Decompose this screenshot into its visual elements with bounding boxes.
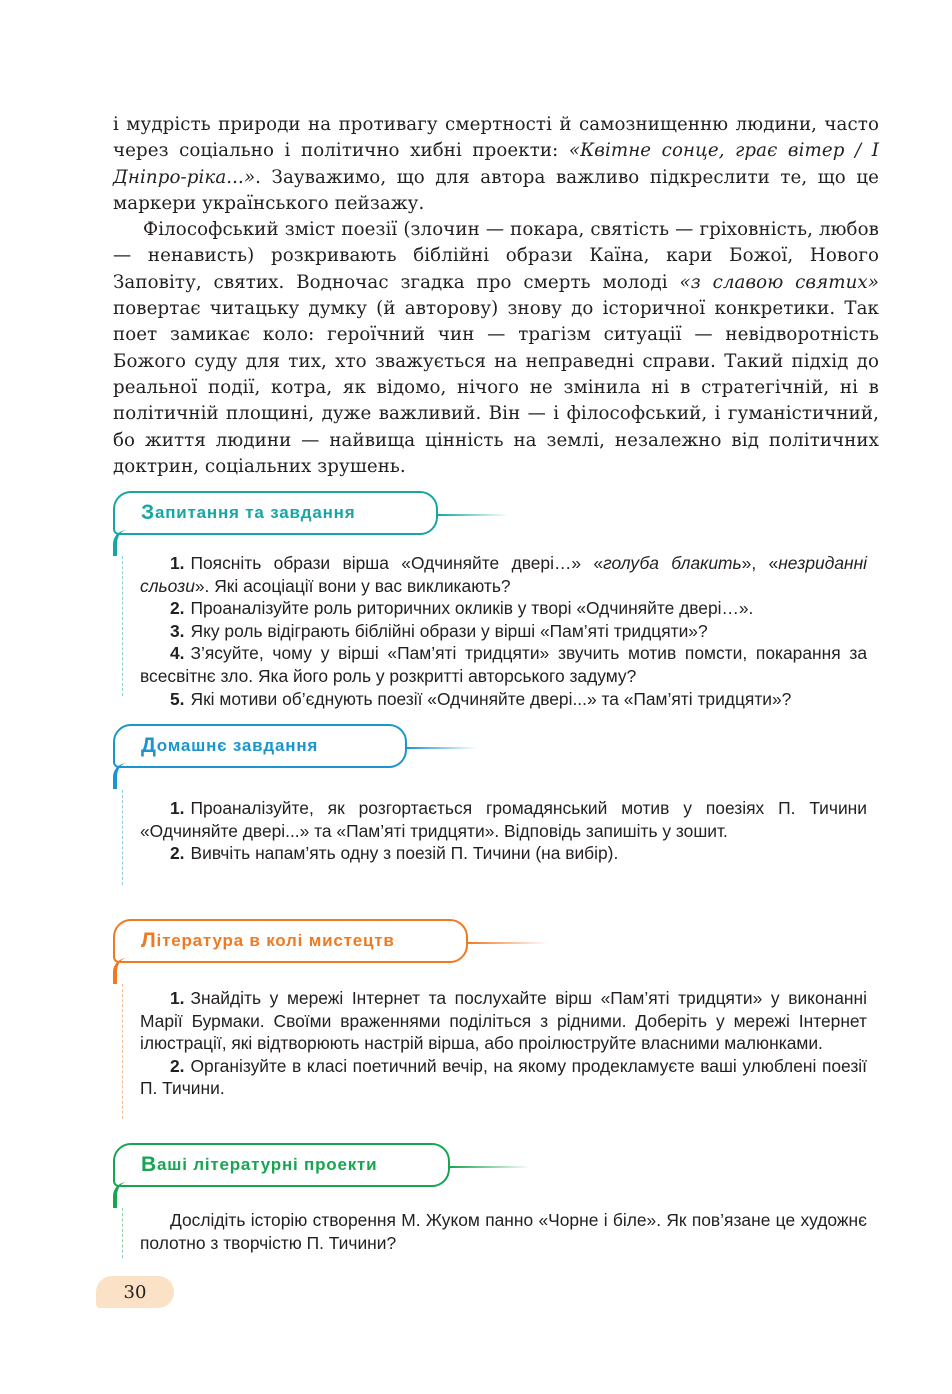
intro-p2-quote: «з славою святих» [679, 271, 879, 293]
homework-heading [113, 724, 407, 768]
question-number: 5. [170, 688, 185, 709]
homework-list [140, 797, 867, 865]
arts-number: 1. [170, 988, 185, 1008]
projects-text: Дослідіть історію створення М. Жуком панно «Чорне і біле». Як пов’язане це художнє полотно з творчістю П. Тичини? [140, 1210, 867, 1253]
intro-p2-text-b: повертає читацьку думку (й авторову) знову до історичної конкретики. Так поет замикає коло: героїчний чин — трагізм ситуації — невідворотність Божого суду для тих, хто зважується на неправедні справи. Такий підхід до реальної події, котра, як відомо, нічого не змінила ні в стратегічній, ні в політичній площині, дуже важливий. Він — і філософський, і гуманістичний, бо життя людини — найвища цінність на землі, незалежно від політичних доктрин, соціальних зрушень. [113, 298, 879, 477]
arts-heading-rest: ітература в колі мистецтв [156, 931, 395, 950]
question-item [140, 620, 867, 643]
intro-p1-text-b: . Зауважимо, що для автора важливо підкреслити те, що це маркери українського пейзажу. [113, 166, 879, 214]
questions-heading [113, 491, 438, 535]
homework-heading-rest: омашнє завдання [156, 736, 319, 755]
questions-list [140, 552, 867, 710]
question-item [140, 552, 867, 597]
arts-heading-tail [113, 958, 129, 984]
question-text: ». Які асоціації вони у вас викликають? [194, 575, 511, 596]
projects-heading [113, 1143, 450, 1187]
arts-number: 2. [170, 1055, 185, 1076]
arts-heading-line [468, 942, 548, 944]
projects-heading-initial: В [141, 1153, 157, 1176]
question-item [140, 642, 867, 687]
arts-heading-initial: Л [141, 929, 157, 952]
homework-heading-line [407, 747, 477, 749]
questions-heading-rest: апитання та завдання [154, 503, 356, 522]
questions-heading-line [438, 514, 508, 516]
question-item [140, 597, 867, 620]
intro-p1-quote: «Квітне сонце, грає вітер / І Дніпро-ріка...» [113, 140, 879, 188]
intro-paragraph-1 [113, 112, 879, 217]
question-text: Проаналізуйте роль риторичних окликів у творі «Одчиняйте двері…». [190, 598, 754, 619]
arts-text: Знайдіть у мережі Інтернет та послухайте вірш «Пам’яті тридцяти» у виконанні Марії Бурмаки. Своїми враженнями поділіться з рідними. Доберіть у мережі Інтернет ілюстрації, які відтворюють настрій вірша, або проілюструйте власними малюнками. [140, 988, 867, 1054]
homework-item [140, 797, 867, 842]
question-number: 1. [170, 553, 185, 573]
question-text: Яку роль відіграють біблійні образи у вірші «Пам’яті тридцяти»? [190, 620, 708, 641]
homework-item [140, 842, 867, 865]
question-text: Які мотиви об’єднують поезії «Одчиняйте двері...» та «Пам’яті тридцяти»? [190, 688, 792, 709]
arts-text: Організуйте в класі поетичний вечір, на якому продекламуєте ваші улюблені поезії П. Тичини. [140, 1055, 867, 1099]
homework-text: Вивчіть напам’ять одну з поезій П. Тичини (на вибір). [190, 843, 619, 864]
projects-heading-tail [113, 1182, 129, 1208]
homework-number: 2. [170, 843, 185, 864]
arts-item [140, 1055, 867, 1100]
questions-heading-initial: З [141, 501, 155, 524]
question-number: 3. [170, 620, 185, 641]
question-number: 4. [170, 643, 185, 664]
question-quote: незриданні сльози [140, 553, 867, 596]
intro-p2-text-a: Філософський зміст поезії (злочин — покара, святість — гріховність, любов — ненависть) розкривають біблійні образи Каїна, кари Божої, Нового Заповіту, святих. Водночас згадка про смерть молоді [113, 219, 879, 293]
projects-dotted-rule [122, 1208, 123, 1258]
question-number: 2. [170, 598, 185, 619]
arts-heading [113, 919, 468, 963]
question-text: », « [741, 553, 779, 573]
intro-paragraph-2 [113, 217, 879, 480]
homework-heading-tail [113, 763, 129, 789]
question-quote: голуба блакить [603, 553, 742, 573]
projects-heading-rest: аші літературні проекти [156, 1155, 378, 1174]
projects-block [140, 1209, 867, 1254]
homework-number: 1. [170, 798, 185, 818]
intro-p1-text-a: і мудрість природи на противагу смертності й самознищенню людини, часто через соціально і політично хибні проекти: [113, 114, 879, 162]
question-text: Поясніть образи вірша «Одчиняйте двері…» « [190, 553, 604, 573]
questions-dotted-rule [122, 556, 123, 696]
question-text: З’ясуйте, чому у вірші «Пам’яті тридцяти» звучить мотив помсти, покарання за всесвітнє зло. Яка його роль у розкритті авторського задуму? [140, 643, 867, 686]
arts-item [140, 987, 867, 1055]
intro-text [113, 112, 879, 480]
questions-heading-tail [113, 530, 129, 556]
arts-dotted-rule [122, 984, 123, 1119]
homework-heading-initial: Д [141, 734, 157, 757]
question-item [140, 688, 867, 711]
homework-text: Проаналізуйте, як розгортається громадянський мотив у поезіях П. Тичини «Одчиняйте двері...» та «Пам’яті тридцяти». Відповідь запишіть у зошит. [140, 798, 867, 841]
homework-dotted-rule [122, 790, 123, 885]
page-number: 30 [96, 1276, 174, 1308]
arts-list [140, 987, 867, 1100]
projects-heading-line [450, 1166, 530, 1168]
